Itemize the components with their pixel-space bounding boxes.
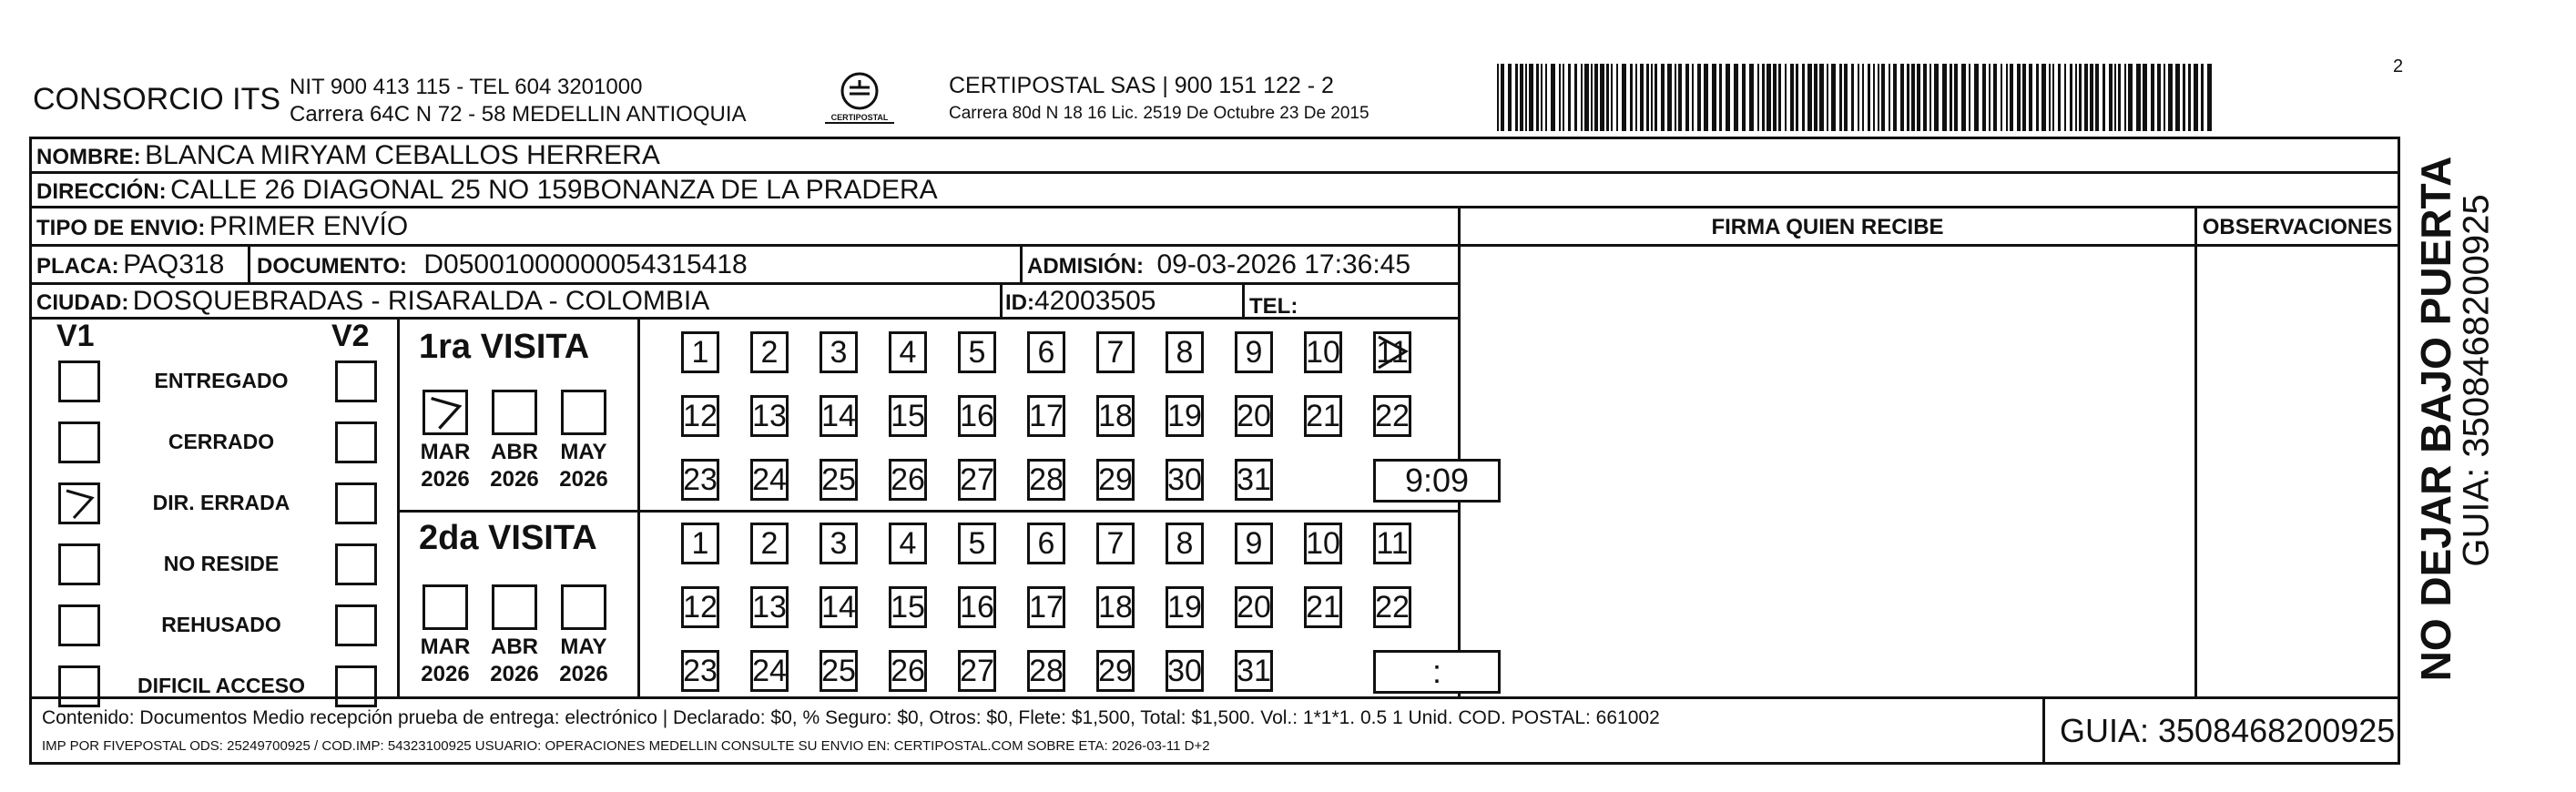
admision-label: ADMISIÓN: [1027,254,1144,279]
page-mark: 2 [2393,56,2404,76]
month-label: ABR 2026 [490,440,539,492]
time-field[interactable]: : [1373,650,1501,694]
certipostal-logo [825,67,894,129]
day-box[interactable]: 20 [1235,586,1273,628]
footer-line-2: IMP POR FIVEPOSTAL ODS: 25249700925 / COD.IMP: 54323100925 USUARIO: OPERACIONES MEDELLIN CONSULTE SU ENVIO EN: CERTIPOSTAL.COM SOBRE ETA: 2026-03-11 D+2 [42,738,1210,754]
visit1-title: 1ra VISITA [419,328,590,366]
footer-guia: GUIA: 3508468200925 [2060,712,2396,749]
v2-checkbox[interactable] [335,360,377,402]
day-box[interactable]: 14 [820,586,858,628]
day-box[interactable]: 8 [1166,523,1204,564]
ciudad-label: CIUDAD: [36,290,129,315]
v2-checkbox[interactable] [335,604,377,646]
day-box[interactable]: 11 [1373,523,1411,564]
month-checkbox[interactable] [492,390,537,435]
day-box[interactable]: 26 [889,459,927,501]
recipient-name: BLANCA MIRYAM CEBALLOS HERRERA [145,140,660,170]
day-box[interactable]: 3 [820,523,858,564]
day-box[interactable]: 15 [889,586,927,628]
status-label: DIFICIL ACCESO [137,674,305,697]
v1-checkbox[interactable] [58,421,100,463]
v2-checkbox[interactable] [335,482,377,524]
month-checkbox[interactable] [492,584,537,630]
status-label: DIR. ERRADA [152,491,290,514]
month-checkbox[interactable] [423,390,468,435]
day-box[interactable]: 9 [1235,331,1273,373]
placa: PAQ318 [123,249,225,279]
company-line-1: NIT 900 413 115 - TEL 604 3201000 [290,75,643,99]
tipo-envio: PRIMER ENVÍO [209,211,409,241]
day-box[interactable]: 26 [889,650,927,692]
observaciones-header: OBSERVACIONES [2202,215,2393,239]
status-label: ENTREGADO [154,369,289,392]
day-box[interactable]: 25 [820,650,858,692]
day-box[interactable]: 8 [1166,331,1204,373]
day-box[interactable]: 29 [1096,650,1135,692]
day-box[interactable]: 21 [1304,586,1342,628]
day-box[interactable]: 16 [958,586,996,628]
day-box[interactable]: 1 [681,331,719,373]
id-label: ID: [1005,290,1034,315]
day-box[interactable]: 2 [750,523,789,564]
day-box[interactable]: 7 [1096,331,1135,373]
carrier-line-2: Carrera 80d N 18 16 Lic. 2519 De Octubre 23 De 2015 [949,104,1369,123]
day-box[interactable]: 6 [1027,523,1065,564]
day-box[interactable]: 13 [750,395,789,437]
day-box[interactable]: 27 [958,459,996,501]
day-box[interactable]: 19 [1166,586,1204,628]
day-box[interactable]: 23 [681,650,719,692]
month-label: MAY 2026 [559,440,608,492]
side-guia: GUIA: 3508468200925 [2456,194,2497,567]
direccion-label: DIRECCIÓN: [36,179,167,204]
day-box[interactable]: 2 [750,331,789,373]
documento-label: DOCUMENTO: [257,254,407,279]
day-box[interactable]: 18 [1096,586,1135,628]
visit2-title: 2da VISITA [419,519,597,557]
ciudad: DOSQUEBRADAS - RISARALDA - COLOMBIA [132,286,710,316]
day-box[interactable]: 12 [681,395,719,437]
id-value: 42003505 [1034,286,1156,316]
month-checkbox[interactable] [561,390,606,435]
admision: 09-03-2026 17:36:45 [1156,249,1411,279]
day-box[interactable]: 10 [1304,331,1342,373]
day-box[interactable]: 31 [1235,650,1273,692]
tel-label: TEL: [1249,294,1298,319]
day-box[interactable]: 29 [1096,459,1135,501]
company-name: CONSORCIO ITS [33,82,281,117]
v1-checkbox[interactable] [58,543,100,585]
day-box[interactable]: 17 [1027,395,1065,437]
logo-text: CERTIPOSTAL [825,113,894,124]
day-box[interactable]: 27 [958,650,996,692]
month-label: MAR 2026 [420,440,471,492]
day-box[interactable]: 31 [1235,459,1273,501]
month-checkbox[interactable] [423,584,468,630]
day-box[interactable]: 28 [1027,459,1065,501]
day-box[interactable]: 30 [1166,459,1204,501]
day-box[interactable]: 6 [1027,331,1065,373]
day-box[interactable]: 14 [820,395,858,437]
v2-checkbox[interactable] [335,665,377,707]
v1-checkbox[interactable] [58,360,100,402]
month-checkbox[interactable] [561,584,606,630]
day-box[interactable]: 25 [820,459,858,501]
day-box[interactable]: 10 [1304,523,1342,564]
day-box[interactable]: 9 [1235,523,1273,564]
v1-label: V1 [56,319,95,353]
time-field[interactable]: 9:09 [1373,459,1501,503]
barcode [1497,64,2215,131]
day-box[interactable]: 20 [1235,395,1273,437]
v2-checkbox[interactable] [335,543,377,585]
day-box[interactable]: 22 [1373,586,1411,628]
month-label: ABR 2026 [490,635,539,686]
day-box[interactable]: 24 [750,650,789,692]
carrier-line-1: CERTIPOSTAL SAS | 900 151 122 - 2 [949,73,1334,98]
day-box[interactable]: 5 [958,523,996,564]
status-label: REHUSADO [161,613,281,636]
day-box[interactable]: 4 [889,331,927,373]
v1-checkbox[interactable] [58,482,100,524]
status-label: NO RESIDE [163,552,280,575]
v1-checkbox[interactable] [58,604,100,646]
company-line-2: Carrera 64C N 72 - 58 MEDELLIN ANTIOQUIA [290,102,747,127]
day-box[interactable]: 21 [1304,395,1342,437]
day-box[interactable]: 22 [1373,395,1411,437]
placa-label: PLACA: [36,254,119,279]
v1-checkbox[interactable] [58,665,100,707]
recipient-address: CALLE 26 DIAGONAL 25 NO 159BONANZA DE LA PRADERA [170,175,938,205]
day-box[interactable]: 7 [1096,523,1135,564]
day-box[interactable]: 5 [958,331,996,373]
day-box[interactable]: 13 [750,586,789,628]
nombre-label: NOMBRE: [36,145,141,169]
day-box[interactable]: 12 [681,586,719,628]
month-label: MAR 2026 [420,635,471,686]
v2-label: V2 [331,319,370,353]
day-box[interactable]: 3 [820,331,858,373]
day-box[interactable]: 23 [681,459,719,501]
day-box[interactable]: 4 [889,523,927,564]
day-box[interactable]: 24 [750,459,789,501]
day-box[interactable]: 18 [1096,395,1135,437]
footer-line-1: Contenido: Documentos Medio recepción prueba de entrega: electrónico | Declarado: $0, % Seguro: $0, Otros: $0, Flete: $1,500, Total: $1,500. Vol.: 1*1*1. 0.5 1 Unid. COD. POSTAL: 661002 [42,707,1660,728]
day-box[interactable]: 15 [889,395,927,437]
day-box[interactable]: 19 [1166,395,1204,437]
side-warning: NO DEJAR BAJO PUERTA [2412,156,2459,682]
month-label: MAY 2026 [559,635,608,686]
status-label: CERRADO [168,430,275,453]
day-box[interactable]: 11 [1373,331,1411,373]
day-box[interactable]: 16 [958,395,996,437]
day-box[interactable]: 30 [1166,650,1204,692]
firma-header: FIRMA QUIEN RECIBE [1711,215,1944,239]
day-box[interactable]: 17 [1027,586,1065,628]
day-box[interactable]: 28 [1027,650,1065,692]
documento: D05001000000054315418 [423,249,748,279]
tipo-envio-label: TIPO DE ENVIO: [36,216,206,240]
day-box[interactable]: 1 [681,523,719,564]
v2-checkbox[interactable] [335,421,377,463]
